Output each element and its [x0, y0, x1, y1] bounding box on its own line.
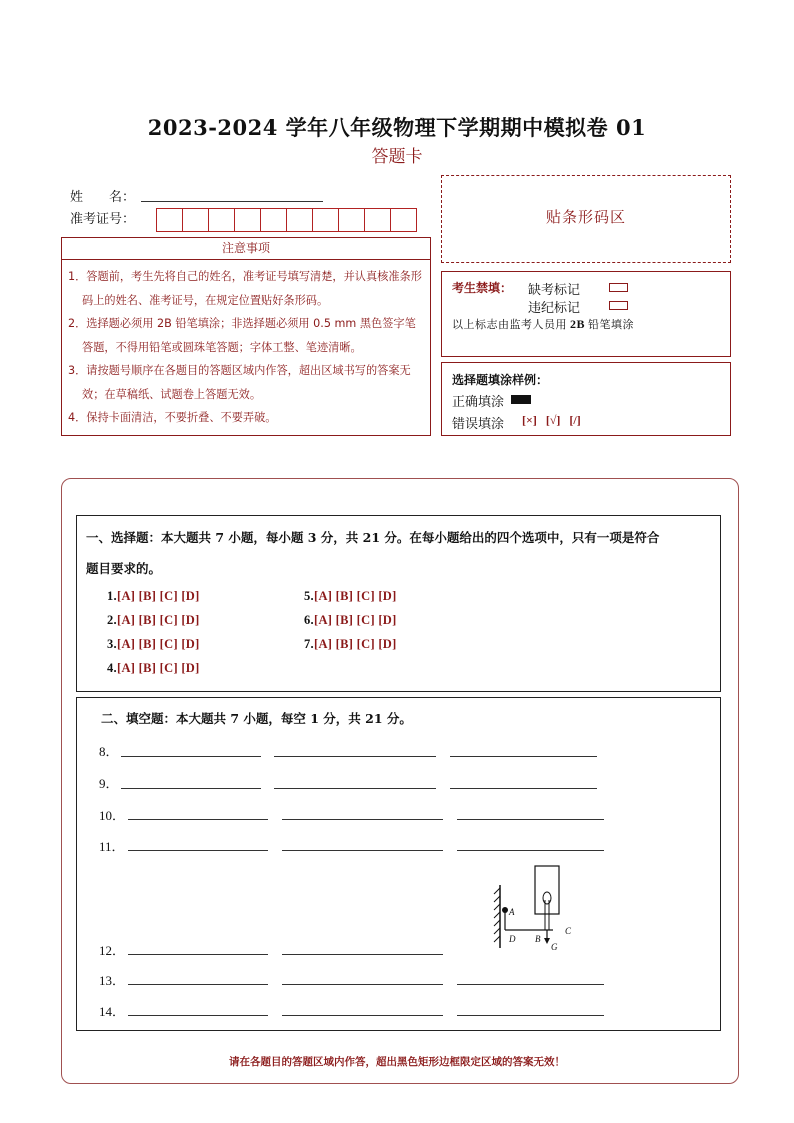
q-options[interactable]: [A] [B] [C] [D]: [116, 613, 200, 627]
wrong-fill-marks: [522, 413, 581, 428]
choice-heading-line1: 一、选择题：本大题共 7 小题，每小题 3 分，共 21 分。在每小题给出的四个选项中，只有一项是符合: [86, 530, 660, 545]
blank-answer-line[interactable]: [274, 756, 436, 757]
label-a: A: [509, 907, 515, 917]
violation-label: 违纪标记: [528, 301, 581, 316]
blank-answer-line[interactable]: [274, 788, 436, 789]
notice-item: 2．选择题必须用 2B 铅笔填涂；非选择题必须用 0.5 mm 黑色签字笔答题，不得用铅笔或圆珠笔答题；字体工整、笔迹清晰。: [68, 317, 416, 354]
q-options[interactable]: [A] [B] [C] [D]: [116, 589, 200, 603]
label-g: G: [551, 942, 558, 952]
blank-answer-line[interactable]: [121, 788, 261, 789]
blank-answer-line[interactable]: [450, 788, 597, 789]
blank-answer-line[interactable]: [457, 819, 604, 820]
gravity-arrowhead: [544, 938, 550, 944]
absent-mark-box[interactable]: [609, 283, 628, 292]
lever-diagram: [485, 860, 580, 955]
blank-q14-number: 14．: [99, 1004, 126, 1019]
wrong-mark-check: [√]: [545, 413, 561, 427]
blank-q10-number: 10．: [99, 808, 126, 823]
label-c: C: [565, 926, 572, 936]
id-digit-box[interactable]: [312, 208, 339, 232]
choice-q2[interactable]: [107, 613, 200, 628]
blank-answer-line[interactable]: [128, 1015, 268, 1016]
blank-q8-number: 8．: [99, 744, 119, 759]
blank-answer-line[interactable]: [128, 819, 268, 820]
blank-answer-line[interactable]: [457, 984, 604, 985]
blank-answer-line[interactable]: [121, 756, 261, 757]
id-digit-box[interactable]: [364, 208, 391, 232]
q-number: 1.: [107, 589, 117, 603]
q-number: 2.: [107, 613, 117, 627]
choice-q5[interactable]: [304, 589, 397, 604]
absence-note-suffix: 铅笔填涂: [588, 318, 635, 331]
page-subtitle: 答题卡: [371, 147, 423, 167]
id-digit-box[interactable]: [286, 208, 313, 232]
id-digit-box[interactable]: [156, 208, 183, 232]
hanging-box: [535, 866, 559, 914]
absence-title: 考生禁填：: [452, 281, 513, 295]
blank-q12-number: 12．: [99, 943, 126, 958]
blank-answer-line[interactable]: [282, 1015, 443, 1016]
wrong-fill-label: 错误填涂: [452, 417, 505, 432]
q-options[interactable]: [A] [B] [C] [D]: [313, 637, 397, 651]
weight-object: [543, 892, 551, 904]
q-options[interactable]: [A] [B] [C] [D]: [116, 661, 200, 675]
id-digit-box[interactable]: [208, 208, 235, 232]
wrong-mark-cross: [×]: [522, 413, 537, 427]
fill-in-section: [76, 697, 721, 1031]
label-b: B: [535, 934, 541, 944]
id-label: 准考证号：: [70, 212, 136, 227]
fill-sample-title: 选择题填涂样例：: [452, 373, 549, 387]
label-d: D: [509, 934, 516, 944]
blank-answer-line[interactable]: [282, 984, 443, 985]
blank-answer-line[interactable]: [128, 984, 268, 985]
notice-box: [61, 260, 431, 436]
violation-mark-box[interactable]: [609, 301, 628, 310]
q-number: 7.: [304, 637, 314, 651]
blank-q9-number: 9．: [99, 776, 119, 791]
blank-q11-number: 11．: [99, 839, 125, 854]
choice-q1[interactable]: [107, 589, 200, 604]
wrong-mark-slash: [/]: [569, 413, 581, 427]
choice-heading-line2: 题目要求的。: [86, 561, 162, 576]
blank-answer-line[interactable]: [457, 1015, 604, 1016]
blank-answer-line[interactable]: [128, 850, 268, 851]
id-digit-box[interactable]: [182, 208, 209, 232]
barcode-label: 贴条形码区: [545, 208, 626, 226]
notice-item: 3．请按题号顺序在各题目的答题区域内作答，超出区域书写的答案无效；在草稿纸、试题卷上答题无效。: [68, 364, 411, 401]
wall: [494, 885, 500, 948]
blank-answer-line[interactable]: [457, 850, 604, 851]
q-options[interactable]: [A] [B] [C] [D]: [313, 589, 397, 603]
choice-q4[interactable]: [107, 661, 200, 676]
blank-answer-line[interactable]: [128, 954, 268, 955]
choice-q7[interactable]: [304, 637, 397, 652]
correct-fill-mark: [511, 395, 531, 404]
notice-title: 注意事项: [61, 237, 431, 260]
choice-q6[interactable]: [304, 613, 397, 628]
page-title: 2023-2024 学年八年级物理下学期期中模拟卷 01: [147, 115, 647, 140]
absent-label: 缺考标记: [528, 283, 581, 298]
correct-fill-label: 正确填涂: [452, 395, 505, 410]
absence-note-pencil: 2B: [570, 317, 586, 331]
choice-q3[interactable]: [107, 637, 200, 652]
id-digit-box[interactable]: [234, 208, 261, 232]
name-field[interactable]: [141, 201, 323, 202]
q-number: 5.: [304, 589, 314, 603]
choice-section-heading: [86, 522, 716, 584]
q-number: 3.: [107, 637, 117, 651]
q-options[interactable]: [A] [B] [C] [D]: [313, 613, 397, 627]
notice-item: 1．答题前，考生先将自己的姓名，准考证号填写清楚，并认真核准条形码上的姓名、准考证号，在规定位置贴好条形码。: [68, 270, 422, 307]
id-digit-box[interactable]: [338, 208, 365, 232]
blank-answer-line[interactable]: [450, 756, 597, 757]
id-digit-box[interactable]: [260, 208, 287, 232]
footer-warning: 请在各题目的答题区域内作答，超出黑色矩形边框限定区域的答案无效！: [229, 1056, 565, 1068]
absence-note-prefix: 以上标志由监考人员用: [452, 318, 567, 331]
blank-answer-line[interactable]: [282, 850, 443, 851]
absence-note: [452, 316, 634, 332]
blank-answer-line[interactable]: [282, 819, 443, 820]
blank-q13-number: 13．: [99, 973, 126, 988]
q-number: 6.: [304, 613, 314, 627]
blank-answer-line[interactable]: [282, 954, 443, 955]
q-options[interactable]: [A] [B] [C] [D]: [116, 637, 200, 651]
name-label: 姓 名：: [70, 190, 136, 205]
q-number: 4.: [107, 661, 117, 675]
fill-in-section-heading: 二、填空题：本大题共 7 小题，每空 1 分，共 21 分。: [101, 711, 412, 726]
notice-item: 4．保持卡面清洁，不要折叠、不要弄破。: [68, 411, 277, 424]
id-digit-box[interactable]: [390, 208, 417, 232]
